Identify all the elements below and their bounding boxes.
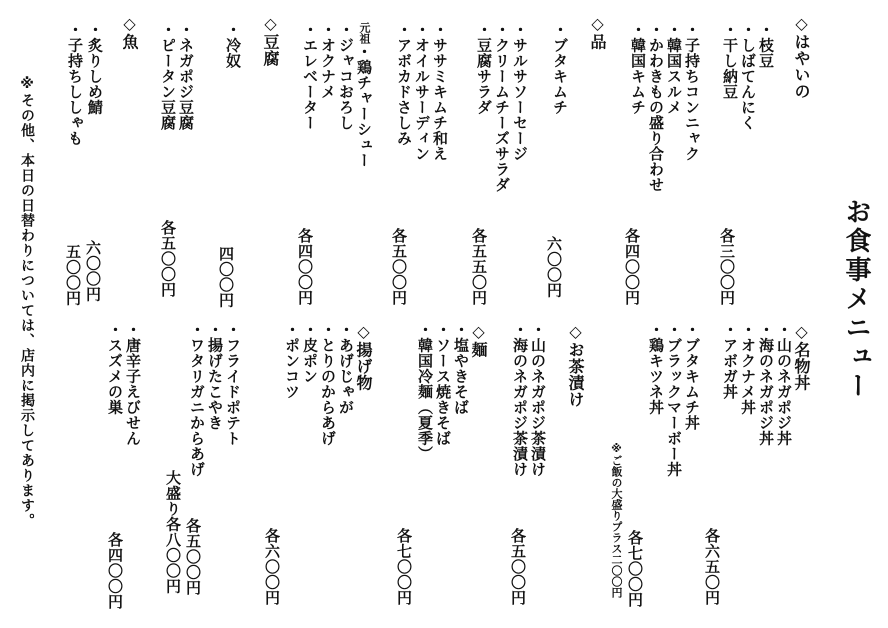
menu-item: ・ササミキムチ和え — [431, 22, 449, 162]
section-heading-agemono: ◇揚げ物 — [354, 322, 373, 391]
menu-item: ・塩やきそば — [452, 322, 470, 415]
menu-item: ・ワタリガニからあげ — [188, 322, 206, 477]
menu-item: ・山のネガポジ茶漬け — [529, 322, 547, 477]
menu-item: ・炙りしめ鯖 — [86, 22, 104, 115]
price: 各五〇〇円 — [159, 220, 177, 298]
menu-item: ・あげじゃが — [337, 322, 355, 415]
menu-item: ・唐辛子えびせん — [124, 322, 142, 446]
menu-item: ・鶏チャーシュー — [355, 44, 373, 168]
price: 六〇〇円 — [84, 240, 102, 302]
menu-item: ・枝豆 — [757, 22, 775, 69]
menu-item: ・クリームチーズサラダ — [493, 22, 511, 193]
menu-item: ・子持ちコンニャク — [683, 22, 701, 162]
menu-item: ・鶏キツネ丼 — [647, 322, 665, 415]
section-heading-ippin: ◇品 — [588, 14, 607, 50]
menu-item: ・干し納豆 — [721, 22, 739, 100]
price: 各六五〇円 — [703, 528, 721, 606]
menu-item: ・海のネガポジ茶漬け — [511, 322, 529, 477]
menu-item: ・ブラックマーボー丼 — [665, 322, 683, 477]
menu-item: ・とりのからあげ — [319, 322, 337, 446]
price: 各四〇〇円 — [623, 228, 641, 306]
menu-item: ・オイルサーディン — [413, 22, 431, 162]
menu-item: ・スズメの巣 — [106, 322, 124, 415]
menu-item: ・オクナメ — [319, 22, 337, 100]
rice-note: ※ご飯の大盛りプラス二〇〇円 — [610, 442, 623, 598]
menu-item: ・フライドポテト — [224, 322, 242, 446]
menu-item: ・しばてんにく — [739, 22, 757, 131]
price: 四〇〇円 — [217, 246, 235, 308]
menu-item: ・アボガ丼 — [721, 322, 739, 400]
section-heading-sakana: ◇魚 — [120, 14, 139, 50]
menu-item: ・サルサソーセージ — [511, 22, 529, 162]
menu-item: ・韓国冷麺（夏季） — [416, 322, 434, 462]
oomori-price: 大盛り各八〇〇円 — [164, 470, 182, 594]
price: 各四〇〇円 — [106, 532, 124, 610]
price: 六〇〇円 — [545, 236, 563, 298]
menu-item: ・オクナメ丼 — [739, 322, 757, 415]
price: 各五〇〇円 — [509, 528, 527, 606]
price: 各六〇〇円 — [263, 528, 281, 606]
menu-item: ・豆腐サラダ — [475, 22, 493, 115]
menu-item: ・冷奴 — [224, 22, 242, 69]
menu-item: ・エレベーター — [301, 22, 319, 131]
price: 各五〇〇円 — [390, 228, 408, 306]
menu-item: ・ブタキムチ — [551, 22, 569, 115]
price: 各五五〇円 — [470, 228, 488, 306]
page-title: お食事メニュー — [841, 198, 871, 401]
section-heading-hayaimono: ◇はやいの — [792, 14, 811, 100]
price: 各四〇〇円 — [296, 228, 314, 306]
menu-item: ・韓国スルメ — [665, 22, 683, 115]
section-heading-tofu: ◇豆腐 — [261, 14, 280, 67]
section-heading-ochazuke: ◇お茶漬け — [566, 322, 585, 408]
origin-prefix: 元祖 — [358, 22, 371, 44]
menu-item: ・ジャコおろし — [337, 22, 355, 131]
price: 各三〇〇円 — [718, 228, 736, 306]
footer-note: ※その他、本日の日替わりについては、店内に掲示してあります。 — [19, 76, 35, 528]
section-heading-men: ◇麺 — [469, 322, 488, 358]
menu-item: ・揚げたこやき — [206, 322, 224, 431]
price: 五〇〇円 — [64, 244, 82, 306]
menu-item: ・かわきもの盛り合わせ — [647, 22, 665, 193]
menu-item: ・皮ポン — [301, 322, 319, 384]
menu-item: ・ネガポジ豆腐 — [177, 22, 195, 131]
menu-item: ・ピータン豆腐 — [159, 22, 177, 131]
menu-item: ・海のネガポジ丼 — [757, 322, 775, 446]
menu-item: ・ポンコツ — [283, 322, 301, 400]
menu-item: ・アボカドさしみ — [395, 22, 413, 146]
menu-item: ・子持ちししゃも — [66, 22, 84, 146]
price: 各七〇〇円 — [626, 530, 644, 608]
price: 各五〇〇円 — [184, 518, 202, 596]
menu-item: ・ソース焼きそば — [434, 322, 452, 446]
price: 各七〇〇円 — [395, 528, 413, 606]
menu-item: ・ブタキムチ丼 — [683, 322, 701, 431]
menu-item: ・韓国キムチ — [629, 22, 647, 115]
menu-item-group — [355, 22, 373, 168]
section-heading-donburi: ◇名物丼 — [792, 322, 811, 391]
menu-item: ・山のネガポジ丼 — [775, 322, 793, 446]
